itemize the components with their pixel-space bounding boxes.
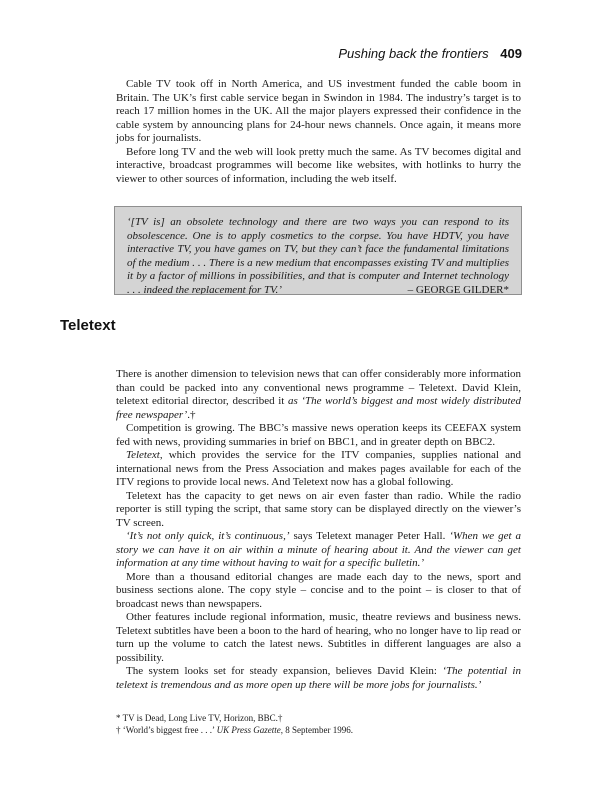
paragraph: [116, 368, 521, 422]
paragraph: More than a thousand editorial changes are made each day to the news, sport and business sections alone. The copy style – concise and to the point – is closer to that of broadcast news than newspapers.: [116, 570, 521, 610]
page-number: 409: [500, 46, 522, 61]
pull-quote-text: ‘[TV is] an obsolete technology and there are two ways you can respond to its obsolescence. One is to apply cosmetics to the corpse. You have HDTV, you have interactive TV, you have games on TV, but they can’t face the fundamental limitations of the medium . . . There is a new medium that encompasses existing TV and multiplies it by a factor of millions in possibilities, and that is computer and Internet technology . . . indeed the replacement for TV.’: [127, 216, 509, 295]
paragraph: Before long TV and the web will look pretty much the same. As TV becomes digital and interactive, broadcast programmes will become like websites, with hotlinks to hurry the viewer to other sources of information, including the web itself.: [116, 145, 521, 185]
quote-run: ‘It’s not only quick, it’s continuous,’: [126, 530, 290, 542]
running-head: [338, 46, 522, 61]
section-heading: Teletext: [60, 317, 116, 334]
pull-quote-box: [114, 206, 522, 295]
text-run: † ‘World’s biggest free . . .’: [116, 725, 217, 735]
footnotes: [116, 712, 521, 736]
intro-section: [116, 78, 521, 186]
paragraph: [116, 665, 521, 692]
teletext-section: [116, 368, 521, 692]
text-run: , which provides the service for the ITV companies, supplies national and international news from the Press Association and makes pages available for each of the ITV regions to provide local news. And Teletext now has a global following.: [116, 449, 521, 488]
running-head-title: Pushing back the frontiers: [338, 46, 489, 61]
footnote: * TV is Dead, Long Live TV, Horizon, BBC.†: [116, 713, 283, 723]
text-run: The system looks set for steady expansion, believes David Klein:: [126, 665, 443, 677]
paragraph: Other features include regional information, music, theatre reviews and business news. Teletext subtitles have been a boon to the hard of hearing, who no longer have to lip read or turn up the volume to catch the latest news. Subtitles in different languages are also a possibility.: [116, 611, 521, 664]
paragraph: Competition is growing. The BBC’s massive news operation keeps its CEEFAX system fed with news, providing summaries in brief on BBC1, and in greater depth on BBC2.: [116, 422, 521, 448]
text-run: Teletext: [126, 449, 160, 461]
text-run: UK Press Gazette: [216, 725, 281, 735]
text-run: .†: [187, 408, 196, 421]
quote-run: ‘When we get a story we can have it on air within a minute of hearing about it. And the viewer can get information at any time without having to wait for a specific bulletin.’: [116, 530, 521, 569]
text-run: There is another dimension to television news that can offer considerably more information than could be packed into any conventional news programme – Teletext. David Klein, teletext editorial director, described it: [116, 368, 521, 407]
paragraph: [116, 449, 521, 490]
paragraph: [116, 530, 521, 571]
paragraph: Teletext has the capacity to get news on air even faster than radio. While the radio reporter is still typing the script, that same story can be displayed directly on the viewer’s TV screen.: [116, 489, 521, 529]
text-run: , 8 September 1996.: [280, 725, 354, 735]
pull-quote-attribution: – GEORGE GILDER*: [407, 283, 509, 295]
quote-run: ‘The potential in teletext is tremendous and as more open up there will be more jobs for journalists.’: [116, 665, 521, 691]
footnote: [116, 724, 521, 736]
paragraph: Cable TV took off in North America, and US investment funded the cable boom in Britain. The UK’s first cable service began in Swindon in 1984. The industry’s target is to reach 17 million homes in the UK. All the major players expressed their confidence in the cable system by announcing plans for 24-hour news channels. Once again, it means more jobs for journalists.: [116, 78, 521, 144]
text-run: says Teletext manager Peter Hall.: [289, 530, 450, 542]
quote-run: as ‘The world’s biggest and most widely distributed free newspaper’: [116, 395, 521, 421]
